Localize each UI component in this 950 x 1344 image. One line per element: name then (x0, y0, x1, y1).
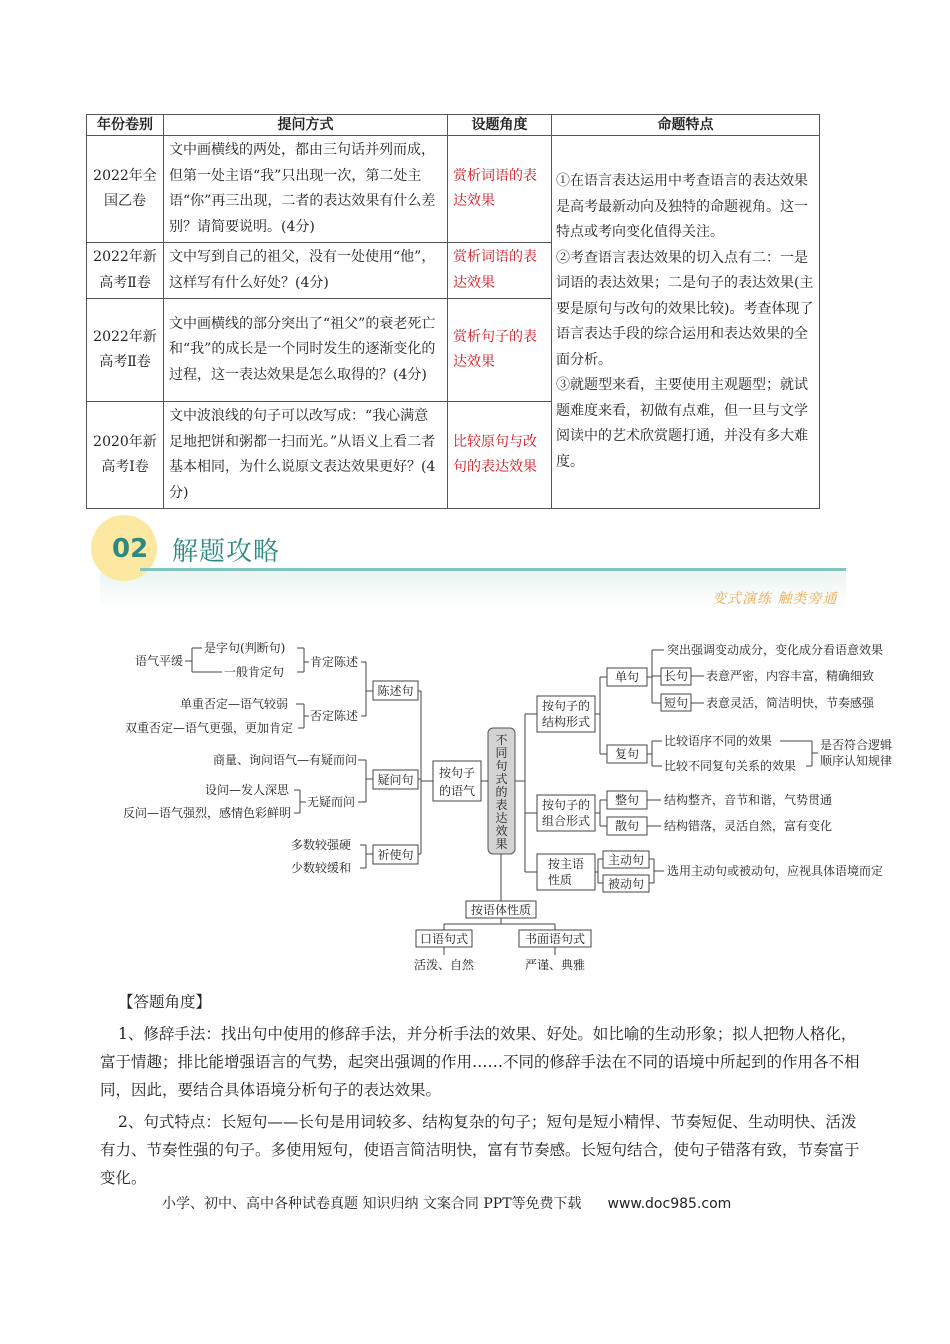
compound-note-2: 顺序认知规律 (820, 754, 893, 768)
header-angle: 设题角度 (448, 115, 552, 136)
oral-label: 口语句式 (419, 932, 469, 946)
center-char-9: 果 (495, 837, 508, 851)
feature-point-3: ③就题型来看，主要使用主观题型；就试题难度来看，初做有点难，但一旦与文学阅读中的艺术欣赏题打通，并没有多大难度。 (556, 377, 808, 470)
affirm-item-2: 一般肯定句 (224, 665, 285, 679)
footer-text: 小学、初中、高中各种试卷真题 知识归纳 文案合同 PPT等免费下载 (162, 1196, 582, 1212)
imperative-label: 祈使句 (377, 848, 414, 862)
center-char-7: 达 (495, 811, 508, 825)
tone-label-2: 的语气 (438, 784, 476, 798)
cell-question: 文中画横线的两处，都由三句话并列而成，但第一处主语“我”只出现一次，第二处主语“你”再三出现，二者的表达效果有什么差别？请简要说明。(4分) (164, 136, 448, 243)
subject-label-1: 按主语 (547, 857, 585, 871)
negate-label: 否定陈述 (310, 709, 359, 723)
active-label: 主动句 (607, 853, 645, 867)
cell-year: 2020年新高考Ⅰ卷 (87, 402, 164, 509)
single-label: 单句 (614, 670, 640, 684)
feature-point-2: ②考查语言表达效果的切入点有二：一是词语的表达效果；二是句子的表达效果(主要是原句与改句的效果比较)。考查体现了语言表达手段的综合运用和表达效果的全面分析。 (556, 249, 814, 368)
answer-heading: 【答题角度】 (118, 993, 212, 1011)
center-char-8: 效 (495, 824, 508, 838)
compound-label: 复句 (614, 747, 640, 761)
cell-question: 文中波浪线的句子可以改写成：“我心满意足地把饼和粥都一扫而光。”从语义上看二者基本相同，为什么说原文表达效果更好？(4分) (164, 402, 448, 509)
section-title: 解题攻略 (172, 537, 281, 567)
cell-angle: 赏析词语的表达效果 (448, 136, 552, 243)
negate-item-1: 单重否定—语气较弱 (180, 697, 289, 711)
header-year: 年份卷别 (87, 115, 164, 136)
single-note: 突出强调变动成分，变化成分看语意效果 (667, 643, 884, 657)
cell-angle: 比较原句与改句的表达效果 (448, 402, 552, 509)
cell-angle: 赏析句子的表达效果 (448, 299, 552, 402)
center-char-1: 不 (495, 733, 508, 747)
answer-paragraph-1: 1、修辞手法：找出句中使用的修辞手法，并分析手法的效果、好处。如比喻的生动形象；拟人把物人格化，富于情趣；排比能增强语言的气势，起突出强调的作用……不同的修辞手法在不同的语境中所起到的作用各不相同，因此，要结合具体语境分析句子的表达效果。 (100, 1025, 860, 1099)
written-label: 书面语句式 (524, 932, 586, 946)
header-question: 提问方式 (164, 115, 448, 136)
footer-link[interactable]: www.doc985.com (607, 1196, 732, 1212)
combo-label-1: 按句子的 (541, 798, 591, 812)
footer (162, 1193, 731, 1213)
header-feature: 命题特点 (552, 115, 820, 136)
declarative-label: 陈述句 (377, 684, 414, 698)
section-number: 02 (112, 534, 149, 564)
subject-label-2: 性质 (547, 873, 573, 887)
imp-item-2: 少数较缓和 (291, 861, 352, 875)
imp-item-1: 多数较强硬 (291, 838, 352, 852)
compound-item-1: 比较语序不同的效果 (664, 734, 773, 748)
long-label: 长句 (663, 669, 689, 683)
written-note: 严谨、典雅 (524, 958, 586, 972)
long-note: 表意严密，内容丰富，精确细致 (706, 669, 875, 683)
loose-label: 散句 (614, 819, 640, 833)
structure-label-2: 结构形式 (541, 715, 591, 729)
short-label: 短句 (663, 696, 689, 710)
cell-year: 2022年新高考Ⅱ卷 (87, 299, 164, 402)
cell-year: 2022年新高考Ⅱ卷 (87, 243, 164, 299)
center-char-5: 的 (495, 785, 508, 799)
cell-question: 文中画横线的部分突出了“祖父”的衰老死亡和“我”的成长是一个同时发生的逐渐变化的过程，这一表达效果是怎么取得的？(4分) (164, 299, 448, 402)
combo-label-2: 组合形式 (541, 814, 591, 828)
question-item-1: 商量、询问语气—有疑而问 (213, 753, 358, 767)
loose-note: 结构错落，灵活自然，富有变化 (664, 819, 833, 833)
structure-label-1: 按句子的 (541, 699, 591, 713)
oral-note: 活泼、自然 (413, 958, 475, 972)
center-char-3: 句 (495, 759, 508, 773)
tone-label-1: 按句子 (438, 766, 476, 780)
neat-label: 整句 (614, 793, 640, 807)
style-label: 按语体性质 (470, 903, 532, 917)
cell-year: 2022年全国乙卷 (87, 136, 164, 243)
negate-item-2: 双重否定—语气更强，更加肯定 (125, 721, 294, 735)
question-label: 疑问句 (377, 773, 414, 787)
passive-label: 被动句 (607, 877, 645, 891)
short-note: 表意灵活，简洁明快，节奏感强 (706, 696, 875, 710)
affirm-item-1: 是字句(判断句) (204, 641, 286, 655)
compound-item-2: 比较不同复句关系的效果 (664, 759, 797, 773)
answer-paragraph-2: 2、句式特点：长短句——长句是用词较多、结构复杂的句子；短句是短小精悍、节奏短促、生动明快、活泼有力、节奏性强的句子。多使用短句，使语言简洁明快，富有节奏感。长短句结合，使句子错落有致，节奏富于变化。 (100, 1113, 860, 1187)
cell-question: 文中写到自己的祖父，没有一处使用“他”，这样写有什么好处？(4分) (164, 243, 448, 299)
noq-item-1: 设问—发人深思 (205, 783, 290, 797)
section-subtitle: 变式演练 触类旁通 (712, 591, 838, 607)
center-char-6: 表 (495, 798, 508, 812)
cell-angle: 赏析词语的表达效果 (448, 243, 552, 299)
feature-point-1: ①在语言表达运用中考查语言的表达效果是高考最新动向及独特的命题视角。这一特点或考向变化值得关注。 (556, 173, 808, 240)
compound-note-1: 是否符合逻辑 (820, 738, 893, 752)
noq-label: 无疑而问 (307, 795, 356, 809)
center-char-4: 式 (495, 772, 508, 786)
voice-note: 选用主动句或被动句，应视具体语境而定 (667, 864, 884, 878)
center-char-2: 同 (495, 746, 508, 760)
affirm-label: 肯定陈述 (310, 655, 359, 669)
neat-note: 结构整齐，音节和谐，气势贯通 (664, 793, 833, 807)
affirm-note: 语气平缓 (135, 654, 184, 668)
noq-item-2: 反问—语气强烈，感情色彩鲜明 (123, 806, 292, 820)
